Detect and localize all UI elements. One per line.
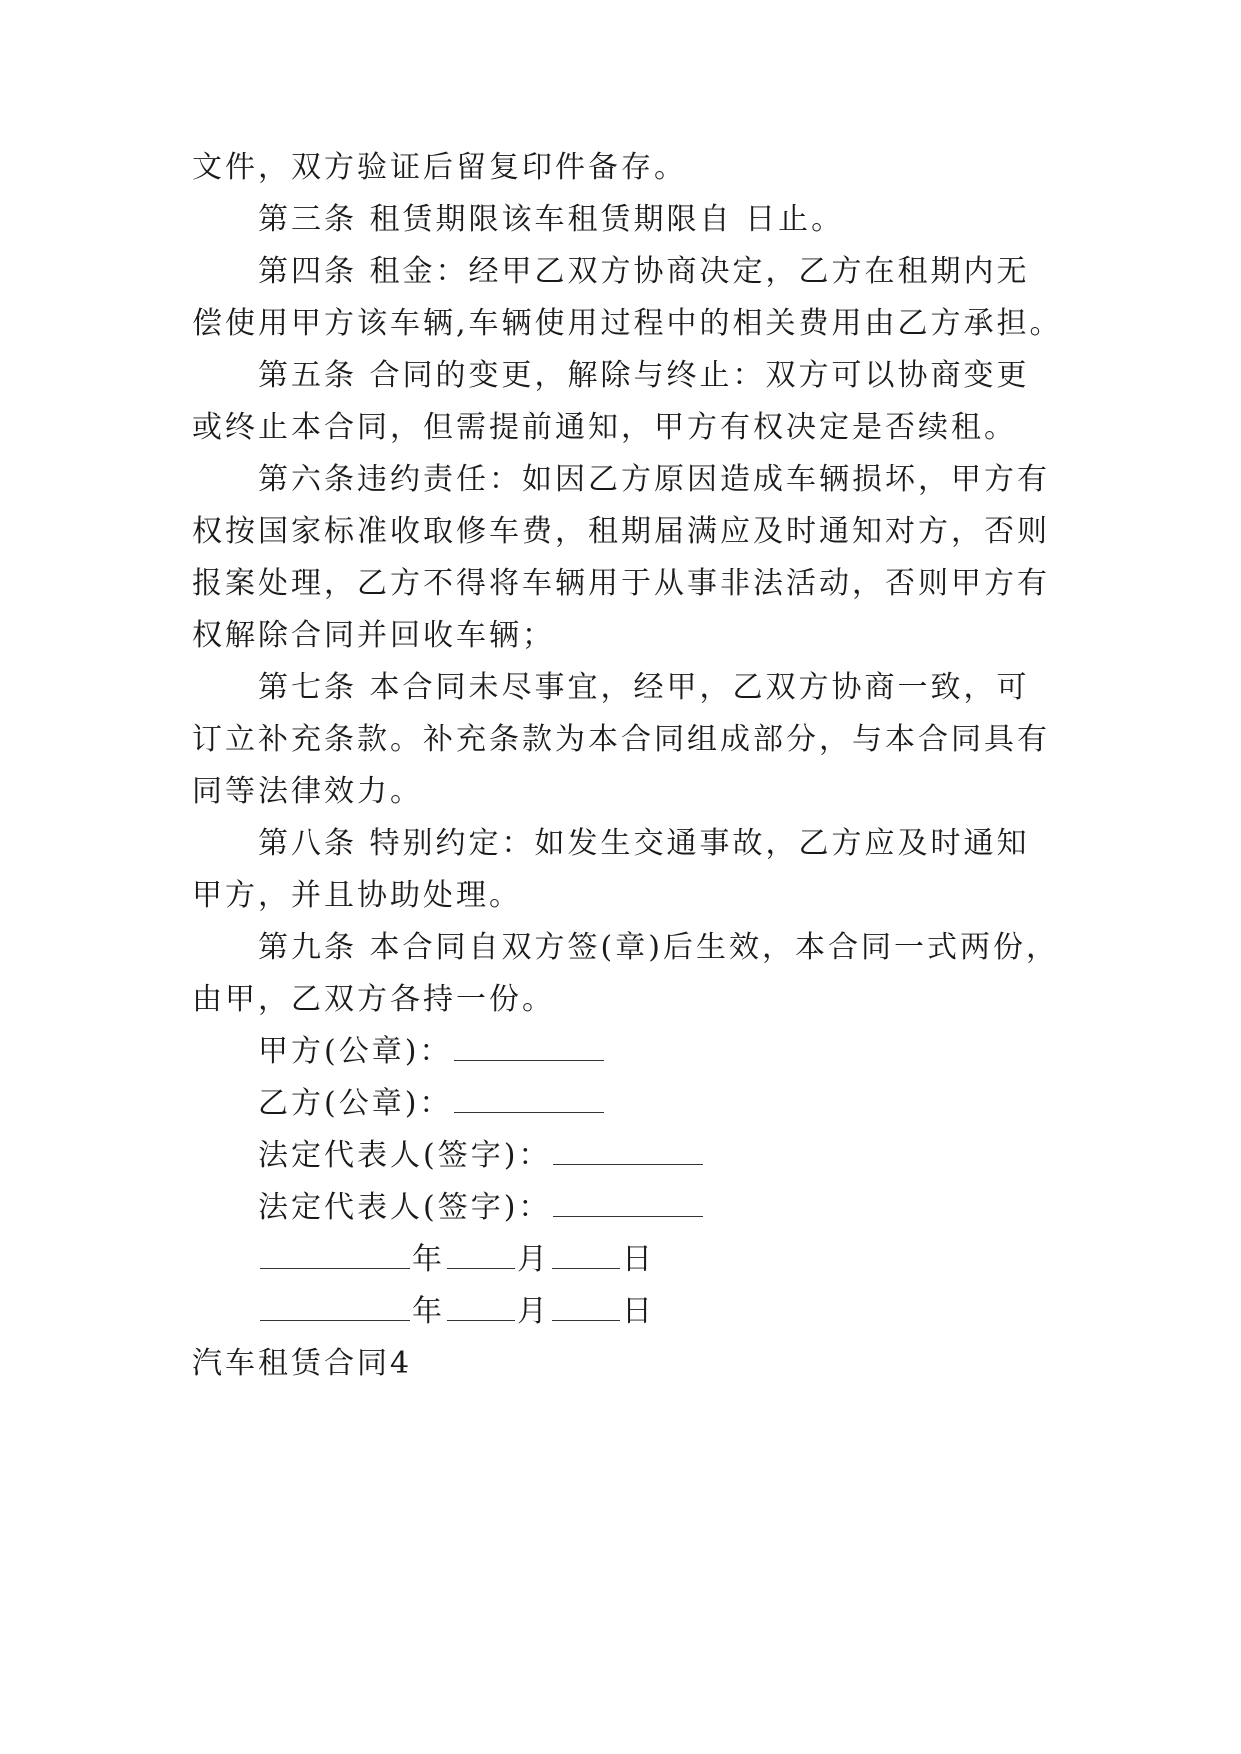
party-a-seal-blank bbox=[454, 1034, 604, 1061]
date-line-2 bbox=[258, 1292, 1118, 1332]
party-b-seal-label: 乙方(公章)： bbox=[258, 1086, 453, 1121]
text-line: 订立补充条款。补充条款为本合同组成部分，与本合同具有 bbox=[192, 722, 1050, 757]
article-7: 第七条 本合同未尽事宜，经甲，乙双方协商一致，可 bbox=[258, 670, 1030, 705]
legal-rep-1-blank bbox=[553, 1138, 703, 1165]
party-b-seal-line bbox=[258, 1084, 1118, 1124]
year-label: 年 bbox=[412, 1242, 445, 1277]
month-blank bbox=[447, 1294, 515, 1321]
day-label: 日 bbox=[622, 1242, 655, 1277]
text-line: 或终止本合同，但需提前通知，甲方有权决定是否续租。 bbox=[192, 410, 1017, 445]
article-3: 第三条 租赁期限该车租赁期限自 日止。 bbox=[258, 202, 845, 237]
article-5: 第五条 合同的变更，解除与终止：双方可以协商变更 bbox=[258, 358, 1030, 393]
article-6: 第六条违约责任：如因乙方原因造成车辆损坏，甲方有 bbox=[258, 462, 1050, 497]
day-blank bbox=[552, 1294, 620, 1321]
legal-rep-2-blank bbox=[553, 1190, 703, 1217]
party-a-seal-line bbox=[258, 1032, 1118, 1072]
year-blank bbox=[260, 1242, 410, 1269]
text-line: 偿使用甲方该车辆,车辆使用过程中的相关费用由乙方承担。 bbox=[192, 306, 1063, 341]
text-line: 权按国家标准收取修车费，租期届满应及时通知对方，否则 bbox=[192, 514, 1050, 549]
text-line: 甲方，并且协助处理。 bbox=[192, 878, 522, 913]
day-label: 日 bbox=[622, 1294, 655, 1329]
text-line: 权解除合同并回收车辆； bbox=[192, 618, 555, 653]
legal-rep-1-line bbox=[258, 1136, 1118, 1176]
legal-rep-2-line bbox=[258, 1188, 1118, 1228]
day-blank bbox=[552, 1242, 620, 1269]
text-line: 文件，双方验证后留复印件备存。 bbox=[192, 150, 687, 185]
party-a-seal-label: 甲方(公章)： bbox=[258, 1034, 453, 1069]
year-label: 年 bbox=[412, 1294, 445, 1329]
year-blank bbox=[260, 1294, 410, 1321]
text-line: 由甲，乙双方各持一份。 bbox=[192, 982, 555, 1017]
legal-rep-1-label: 法定代表人(签字)： bbox=[258, 1138, 552, 1173]
text-line: 同等法律效力。 bbox=[192, 774, 423, 809]
month-label: 月 bbox=[517, 1294, 550, 1329]
month-blank bbox=[447, 1242, 515, 1269]
month-label: 月 bbox=[517, 1242, 550, 1277]
party-b-seal-blank bbox=[454, 1086, 604, 1113]
article-8: 第八条 特别约定：如发生交通事故，乙方应及时通知 bbox=[258, 826, 1030, 861]
article-4: 第四条 租金：经甲乙双方协商决定，乙方在租期内无 bbox=[258, 254, 1030, 289]
text-line: 报案处理，乙方不得将车辆用于从事非法活动，否则甲方有 bbox=[192, 566, 1050, 601]
legal-rep-2-label: 法定代表人(签字)： bbox=[258, 1190, 552, 1225]
date-line-1 bbox=[258, 1240, 1118, 1280]
article-9: 第九条 本合同自双方签(章)后生效，本合同一式两份， bbox=[258, 930, 1059, 965]
next-contract-heading: 汽车租赁合同4 bbox=[192, 1346, 413, 1381]
